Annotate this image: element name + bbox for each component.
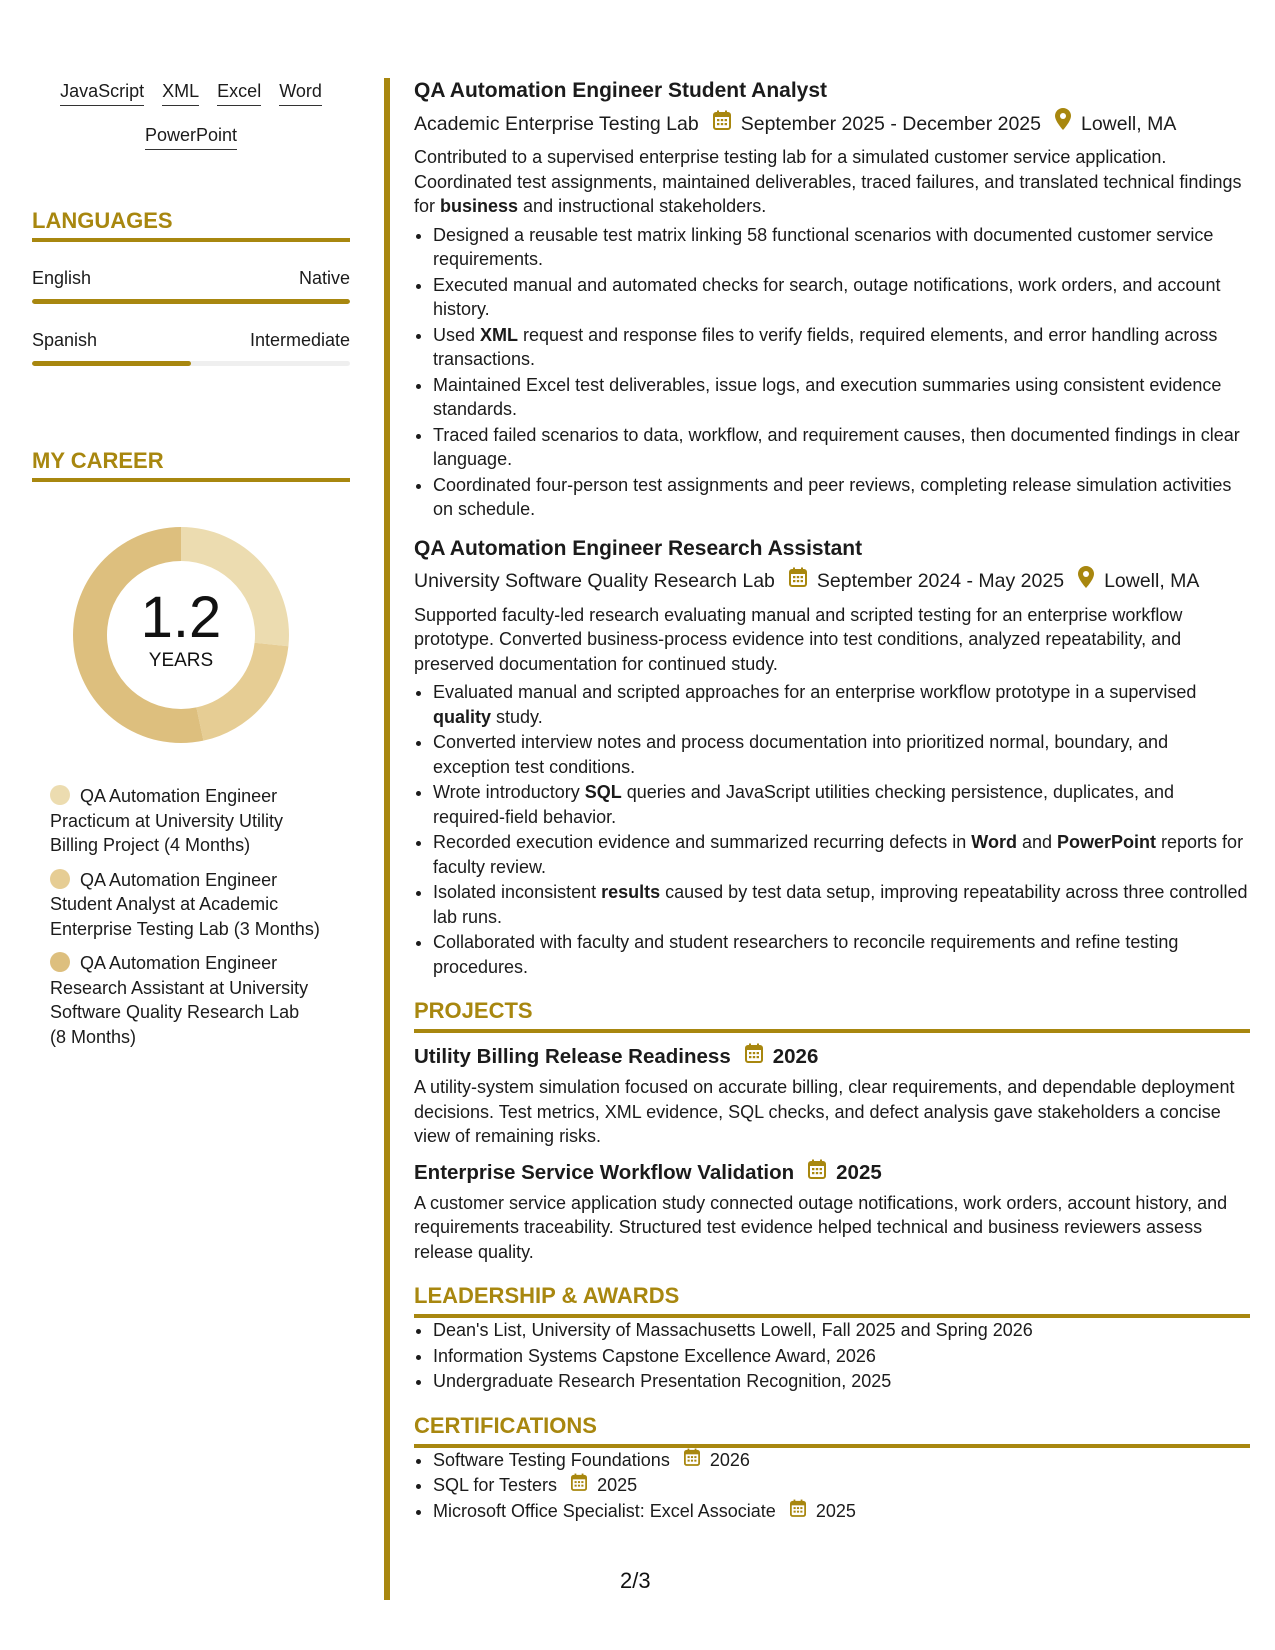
- experience-entry: [414, 534, 1250, 980]
- calendar-icon: [789, 566, 807, 596]
- legend-dot-icon: [50, 785, 70, 805]
- award-item: • Dean's List, University of Massachusetts Lowell, Fall 2025 and Spring 2026: [433, 1318, 1250, 1343]
- job-bullets: [414, 223, 1250, 522]
- experience-entry: [414, 76, 1250, 522]
- certification-item: • Software Testing Foundations 2026: [433, 1448, 1250, 1473]
- projects-heading: PROJECTS: [414, 997, 1250, 1033]
- job-location: Lowell, MA: [1104, 570, 1200, 592]
- job-org: University Software Quality Research Lab: [414, 570, 775, 592]
- job-bullet: • Evaluated manual and scripted approaches for an enterprise workflow prototype in a supervised quality study.: [433, 680, 1250, 729]
- calendar-icon: [790, 1499, 806, 1524]
- language-item: [32, 330, 350, 366]
- job-meta: [414, 108, 1250, 139]
- calendar-icon: [571, 1473, 587, 1498]
- certification-year: 2026: [709, 1449, 750, 1470]
- location-pin-icon: [1078, 566, 1094, 597]
- language-level: Native: [298, 268, 350, 288]
- career-legend-label: QA Automation Engineer Student Analyst at Academic Enterprise Testing Lab (3 Months): [50, 869, 320, 939]
- languages-heading: LANGUAGES: [32, 208, 350, 242]
- job-dates: September 2025 - December 2025: [740, 112, 1041, 135]
- job-meta: [414, 566, 1250, 597]
- project-entry: [414, 1159, 1250, 1265]
- skills-list: [32, 80, 350, 150]
- job-bullet: • Traced failed scenarios to data, workflow, and requirement causes, then documented findings in clear language.: [433, 423, 1250, 472]
- calendar-icon: [684, 1448, 700, 1473]
- skill-tag: Word: [279, 80, 322, 106]
- career-legend: [50, 784, 320, 1049]
- job-bullet: • Designed a reusable test matrix linking 58 functional scenarios with documented customer service requirements.: [433, 223, 1250, 272]
- certification-item: • SQL for Testers 2025: [433, 1473, 1250, 1498]
- certifications-list: [414, 1448, 1250, 1524]
- job-summary: Supported faculty-led research evaluating manual and scripted testing for an enterprise workflow prototype. Converted business-process evidence into test conditions, analyzed repeatability, and preserved documentation for continued study.: [414, 604, 1183, 674]
- page-number: 2/3: [620, 1568, 651, 1593]
- language-level: Intermediate: [249, 330, 350, 350]
- job-bullets: [414, 680, 1250, 979]
- award-item: • Undergraduate Research Presentation Recognition, 2025: [433, 1369, 1250, 1394]
- job-bullet: • Wrote introductory SQL queries and JavaScript utilities checking persistence, duplicates, and required-field behavior.: [433, 780, 1250, 829]
- project-entry: [414, 1043, 1250, 1149]
- skill-tag: XML: [162, 80, 199, 106]
- career-donut-chart: [66, 520, 296, 750]
- career-legend-label: QA Automation Engineer Research Assistant at University Software Quality Research Lab (8 Months): [50, 953, 309, 1047]
- job-bullet: • Isolated inconsistent results caused by test data setup, improving repeatability across three controlled lab runs.: [433, 880, 1250, 929]
- language-proficiency-fill: [32, 299, 350, 304]
- skill-tag: JavaScript: [60, 80, 144, 106]
- project-title: Utility Billing Release Readiness: [414, 1045, 731, 1068]
- job-bullet: • Maintained Excel test deliverables, issue logs, and execution summaries using consistent evidence standards.: [433, 373, 1250, 422]
- project-description: A utility-system simulation focused on accurate billing, clear requirements, and dependable deployment decisions. Test metrics, XML evidence, SQL checks, and defect analysis gave stakeholders a concise view of remaining risks.: [414, 1077, 1235, 1146]
- job-bullet: • Recorded execution evidence and summarized recurring defects in Word and PowerPoint reports for faculty review.: [433, 830, 1250, 879]
- job-dates: September 2024 - May 2025: [816, 570, 1065, 592]
- job-location: Lowell, MA: [1080, 112, 1177, 135]
- job-bullet: • Coordinated four-person test assignments and peer reviews, completing release simulation activities on schedule.: [433, 473, 1250, 522]
- language-name: Spanish: [32, 330, 98, 350]
- job-summary: Contributed to a supervised enterprise testing lab for a simulated customer service application. Coordinated test assignments, maintained deliverables, traced failures, and translated technical findings for business and instructional stakeholders.: [414, 147, 1242, 216]
- legend-dot-icon: [50, 952, 70, 972]
- job-title: QA Automation Engineer Research Assistant: [414, 536, 863, 560]
- left-column: [32, 80, 350, 1059]
- certification-item: • Microsoft Office Specialist: Excel Associate 2025: [433, 1499, 1250, 1524]
- career-legend-item: [50, 868, 320, 942]
- calendar-icon: [745, 1043, 763, 1071]
- project-title: Enterprise Service Workflow Validation: [414, 1160, 795, 1184]
- legend-dot-icon: [50, 869, 70, 889]
- location-pin-icon: [1055, 108, 1071, 139]
- language-item: [32, 268, 350, 304]
- job-title: QA Automation Engineer Student Analyst: [414, 79, 828, 102]
- career-heading: MY CAREER: [32, 448, 350, 482]
- awards-list: [414, 1318, 1250, 1394]
- project-description: A customer service application study connected outage notifications, work orders, account history, and requirements traceability. Structured test evidence helped technical and business reviewers assess release quality.: [414, 1192, 1228, 1262]
- career-legend-item: [50, 951, 320, 1049]
- project-year: 2026: [772, 1045, 819, 1068]
- career-unit: YEARS: [148, 650, 214, 671]
- career-legend-item: [50, 784, 320, 858]
- awards-heading: LEADERSHIP & AWARDS: [414, 1282, 1250, 1318]
- calendar-icon: [713, 109, 731, 139]
- job-org: Academic Enterprise Testing Lab: [414, 112, 699, 135]
- language-name: English: [32, 268, 92, 288]
- skill-tag: Excel: [217, 80, 261, 106]
- job-bullet: • Converted interview notes and process documentation into prioritized normal, boundary, and exception test conditions.: [433, 730, 1250, 779]
- certification-year: 2025: [815, 1500, 856, 1521]
- skill-tag: PowerPoint: [145, 124, 237, 150]
- job-bullet: • Collaborated with faculty and student researchers to reconcile requirements and refine testing procedures.: [433, 930, 1250, 979]
- job-bullet: • Used XML request and response files to verify fields, required elements, and error handling across transactions.: [433, 323, 1250, 372]
- calendar-icon: [808, 1159, 826, 1187]
- language-proficiency-fill: [32, 361, 191, 366]
- language-proficiency-bar: [32, 299, 350, 304]
- language-proficiency-bar: [32, 361, 350, 366]
- job-bullet: • Executed manual and automated checks for search, outage notifications, work orders, and account history.: [433, 273, 1250, 322]
- award-item: • Information Systems Capstone Excellence Award, 2026: [433, 1344, 1250, 1369]
- career-legend-label: QA Automation Engineer Practicum at University Utility Billing Project (4 Months): [50, 786, 284, 855]
- career-total: 1.2: [140, 585, 222, 650]
- certifications-heading: CERTIFICATIONS: [414, 1412, 1250, 1448]
- project-year: 2025: [836, 1160, 882, 1184]
- right-column: [414, 76, 1250, 1524]
- certification-year: 2025: [597, 1475, 638, 1495]
- column-divider: [384, 78, 390, 1600]
